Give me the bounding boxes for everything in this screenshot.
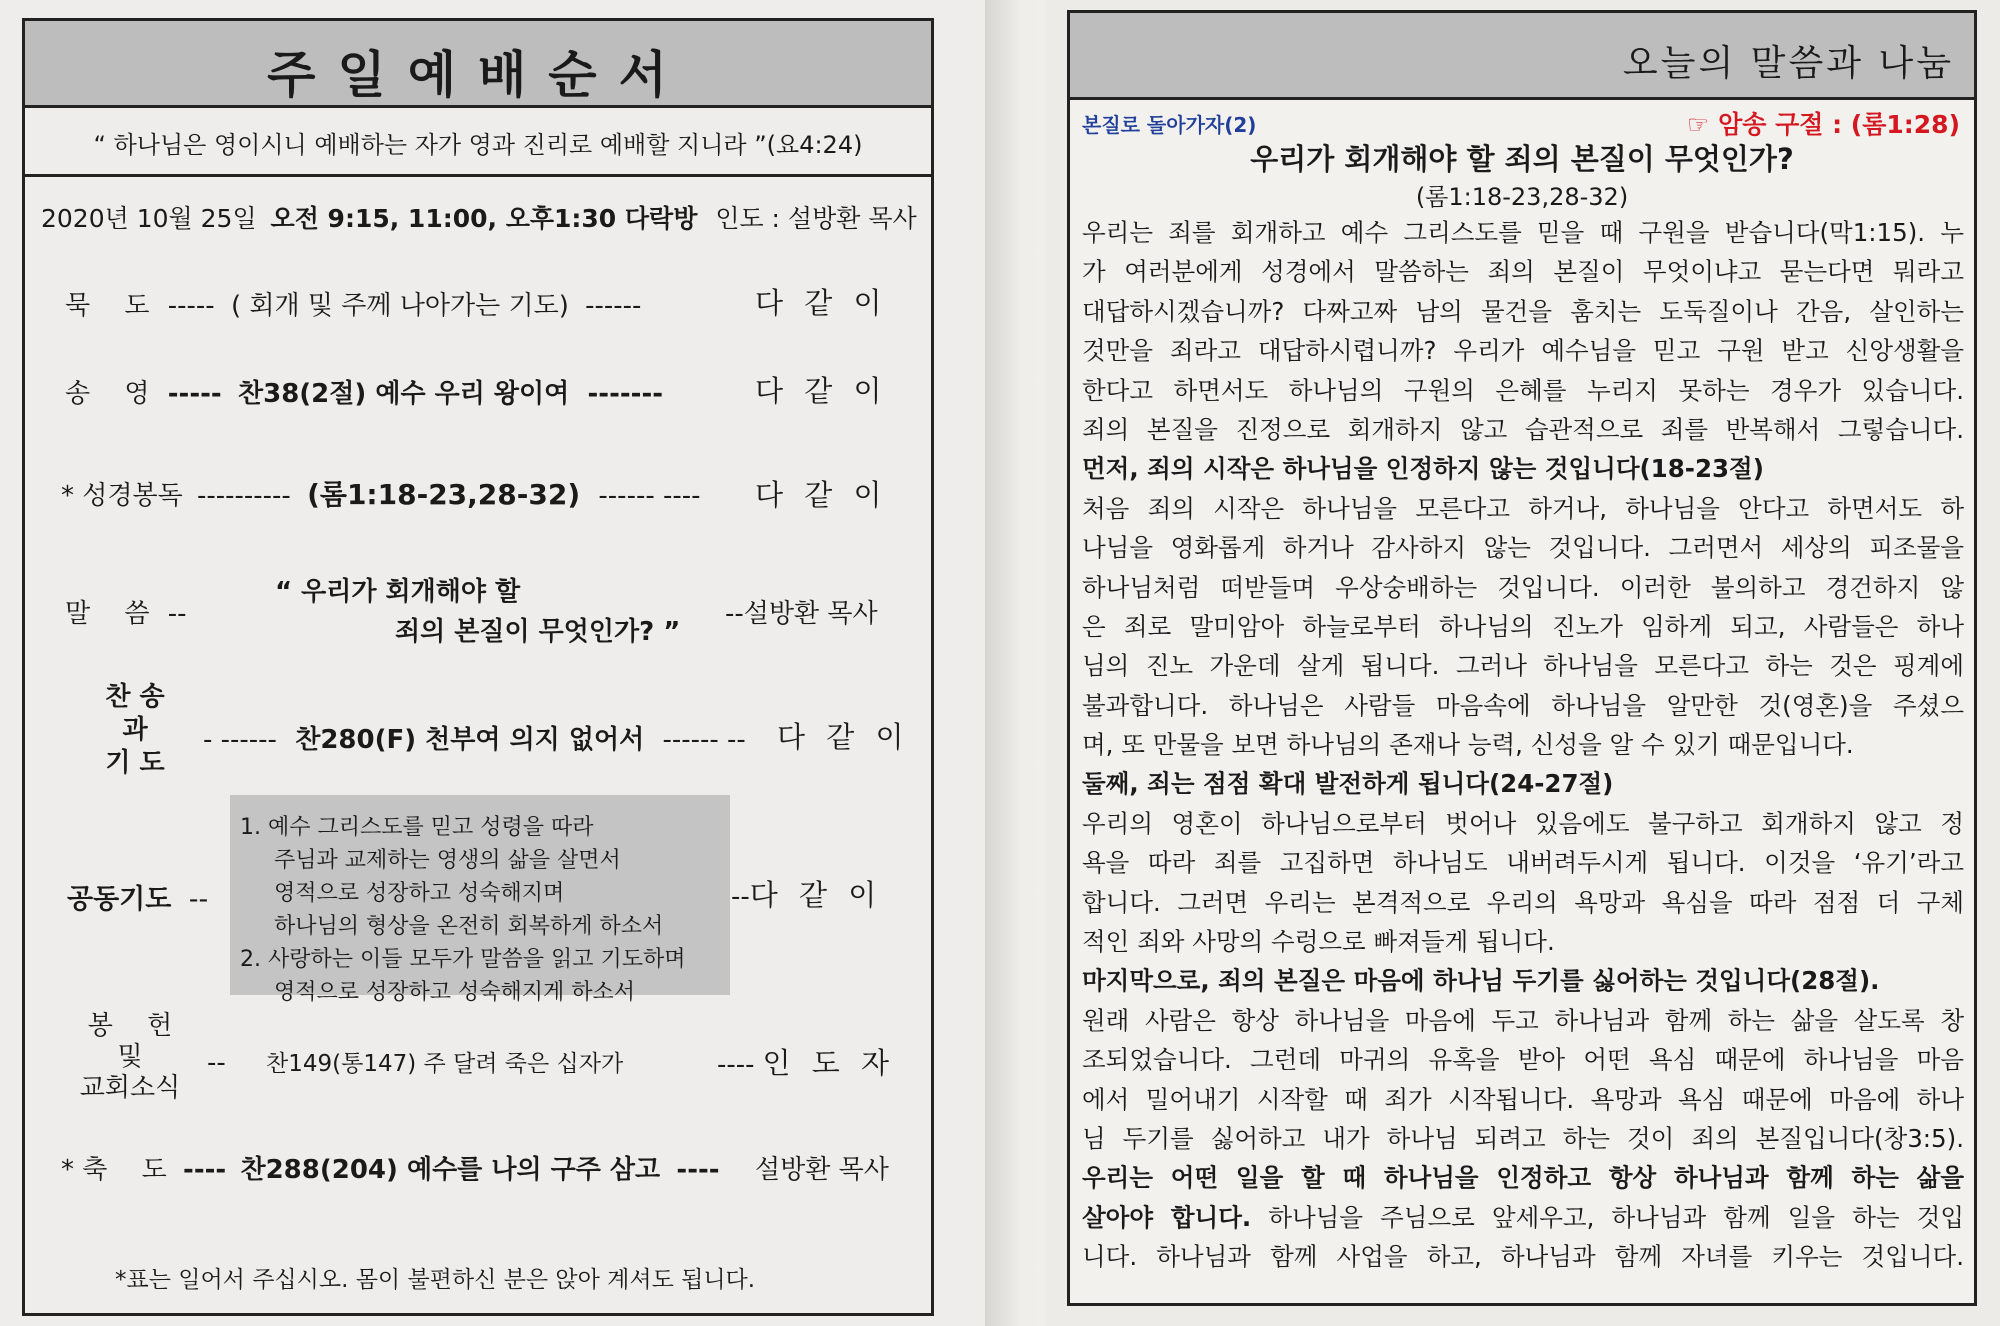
body-line [1082,1198,1964,1237]
order-who: 설방환 목사 [755,1155,889,1185]
sermon-title-line1: “ 우리가 회개해야 할 [275,577,521,607]
body-line: 적인 죄와 사망의 수렁으로 빠져들게 됩니다. [1082,927,1555,957]
service-leader: 인도 : 설방환 목사 [715,204,917,233]
order-content: 찬38(2절) 예수 우리 왕이여 [238,379,570,409]
body-line: 합니다. 그러면 우리는 본격적으로 우리의 욕망과 욕심을 따라 점점 더 구체 [1082,887,1964,917]
body-line: 원래 사람은 항상 하나님을 마음에 두고 하나님과 함께 하는 삶을 살도록 창 [1082,1005,1964,1035]
prayer-line: 1. 예수 그리스도를 믿고 성령을 따라 [240,815,594,840]
scripture-quote: “ 하나님은 영이시니 예배하는 자가 영과 진리로 예배할 지니라 ”(요4:24) [93,131,863,159]
dashes: ------ ---- [598,481,701,511]
order-name: 말 씀 [65,599,150,629]
name-line: 과 [122,715,148,745]
who: 인 도 자 [762,1046,896,1080]
service-times: 오전 9:15, 11:00, 오후1:30 다락방 [270,204,698,233]
who: 다 같 이 [749,878,883,912]
sermon-title: 우리가 회개해야 할 죄의 본질이 무엇인가? [1250,142,1794,176]
preacher: 설방환 목사 [743,599,878,629]
prayer-line: 영적으로 성장하고 성숙해지게 하소서 [274,980,636,1005]
dashes: -- [167,599,187,629]
order-who: 다 같 이 [777,720,910,754]
body-line: 죄의 본질을 진정으로 회개하지 않고 습관적으로 죄를 반복해서 그렇습니다. [1082,414,1964,444]
order-content: (롬1:18-23,28-32) [307,478,581,511]
order-name: 묵 도 [65,291,150,321]
dashes: ------ [585,291,642,321]
sermon-body [1082,213,1964,1277]
body-line: 한다고 하면서도 하나님의 구원의 은혜를 누리지 못하는 경우가 있습니다. [1082,375,1964,405]
body-line: 가 여러분에게 성경에서 말씀하는 죄의 본질이 무엇이냐고 묻는다면 뭐라고 [1082,257,1964,287]
prayer-line: 주님과 교제하는 영생의 삶을 살면서 [274,848,621,873]
dashes: -- [731,882,750,912]
order-content: ( 회개 및 주께 나아가는 기도) [230,291,569,321]
sermon-notes-box [1067,10,1977,1306]
body-line: 에서 밀어내기 시작할 때 죄가 시작됩니다. 욕망과 욕심 때문에 마음에 하나 [1082,1084,1964,1114]
sermon-notes-header [1070,13,1974,97]
order-content: 찬288(204) 예수를 나의 구주 삼고 [240,1155,661,1185]
body-line: 조되었습니다. 그런데 마귀의 유혹을 받아 어떤 욕심 때문에 하나님을 마음 [1082,1045,1964,1075]
body-line: 님 두기를 싫어하고 내가 하나님 되려고 하는 것이 죄의 본질입니다(창3:5). [1082,1123,1964,1153]
footnote: *표는 일어서 주십시오. 몸이 불편하신 분은 앉아 계셔도 됩니다. [115,1267,756,1293]
name-line: 찬 송 [105,682,165,712]
dashes: ----- [167,291,215,321]
prayer-line: 하나님의 형상을 온전히 회복하게 하소서 [274,914,664,939]
sermon-notes-title: 오늘의 말씀과 나눔 [1622,43,1954,84]
body-line: 나님을 영화롭게 하거나 감사하지 않는 것입니다. 그러면서 세상의 피조물을 [1082,533,1964,563]
body-line: 님의 진노 가운데 살게 됩니다. 그러나 하나님을 모른다고 하는 것은 핑계에 [1082,651,1964,681]
section-heading: 둘째, 죄는 점점 확대 발전하게 됩니다(24-27절) [1082,769,1614,799]
name-line: 및 [117,1042,143,1072]
dashes: ------- [587,379,664,409]
dashes: -- [207,1048,226,1078]
worship-order-title: 주일예배순서 [267,46,689,104]
order-who: 다 같 이 [755,286,888,320]
body-line: 며, 또 만물을 보면 하나님의 존재나 능력, 신성을 알 수 있기 때문입니다. [1082,730,1854,760]
section-heading: 마지막으로, 죄의 본질은 마음에 하나님 두기를 싫어하는 것입니다(28절). [1082,966,1880,996]
name-line: 기 도 [105,748,165,778]
order-name: * 축 도 [61,1155,167,1185]
order-who: 다 같 이 [755,478,888,512]
order-content: 찬149(통147) 주 달려 죽은 십자가 [266,1051,624,1077]
body-line: 하나님처럼 떠받들며 우상숭배하는 것입니다. 이러한 불의하고 경건하지 않 [1082,572,1964,602]
order-name: 공동기도 [67,884,172,915]
dashes: ---- [676,1155,720,1185]
body-line: 은 죄로 말미암아 하늘로부터 하나님의 진노가 임하게 되고, 사람들은 하나 [1082,611,1964,641]
dashes: - ------ [203,725,277,755]
body-line: 처음 죄의 시작은 하나님을 모른다고 하거나, 하나님을 안다고 하면서도 하 [1082,493,1964,523]
name-line: 봉 헌 [87,1011,173,1041]
name-line: 교회소식 [79,1073,181,1103]
dashes: ---------- [197,481,291,511]
body-line: 욕을 따라 죄를 고집하면 하나님도 내버려두시게 됩니다. 이것을 ‘유기’라고 [1082,848,1964,878]
body-line: 것만을 죄라고 대답하시렵니까? 우리가 예수님을 믿고 구원 받고 신앙생활을 [1082,336,1964,366]
section-heading: 먼저, 죄의 시작은 하나님을 인정하지 않는 것입니다(18-23절) [1082,454,1764,484]
body-line: 불과합니다. 하나님은 사람들 마음속에 하나님을 알만한 것(영혼)을 주셨으 [1082,690,1964,720]
dashes: -- [725,599,744,629]
series-label: 본질로 돌아가자(2) [1082,113,1257,137]
dashes: ---- [183,1155,227,1185]
dashes: ---- [717,1050,755,1080]
order-name: 송 영 [65,379,150,409]
sermon-reference: (롬1:18-23,28-32) [1415,183,1629,211]
body-text: 하나님을 주님으로 앞세우고, 하나님과 함께 일을 하는 것입 [1251,1202,1964,1232]
dashes: ----- [167,379,222,409]
body-line: 우리는 죄를 회개하고 예수 그리스도를 믿을 때 구원을 받습니다(막1:15). 누 [1082,218,1964,247]
order-who: 다 같 이 [755,374,888,408]
body-line: 니다. 하나님과 함께 사업을 하고, 하나님과 함께 자녀를 키우는 것입니다. [1082,1242,1964,1272]
divider [1070,97,1974,100]
order-name: * 성경봉독 [61,481,183,511]
prayer-line: 영적으로 성장하고 성숙해지며 [274,881,565,906]
service-date: 2020년 10월 25일 [41,204,257,233]
dashes: -- [188,884,209,915]
dashes: ------ -- [662,725,746,755]
body-line: 우리의 영혼이 하나님으로부터 벗어나 있음에도 불구하고 회개하지 않고 정 [1082,808,1964,838]
sermon-title-line2: 죄의 본질이 무엇인가? ” [395,617,681,647]
emphasis-line: 우리는 어떤 일을 할 때 하나님을 인정하고 항상 하나님과 함께 하는 삶을 [1082,1163,1964,1193]
prayer-line: 2. 사랑하는 이들 모두가 말씀을 읽고 기도하며 [240,947,686,972]
body-line: 대답하시겠습니까? 다짜고짜 남의 물건을 훔치는 도둑질이나 간음, 살인하는 [1082,296,1964,326]
order-content: 찬280(F) 천부여 의지 없어서 [295,725,645,755]
memory-verse: ☞ 암송 구절 : (롬1:28) [1686,110,1960,139]
emphasis-text: 살아야 합니다. [1082,1202,1252,1232]
